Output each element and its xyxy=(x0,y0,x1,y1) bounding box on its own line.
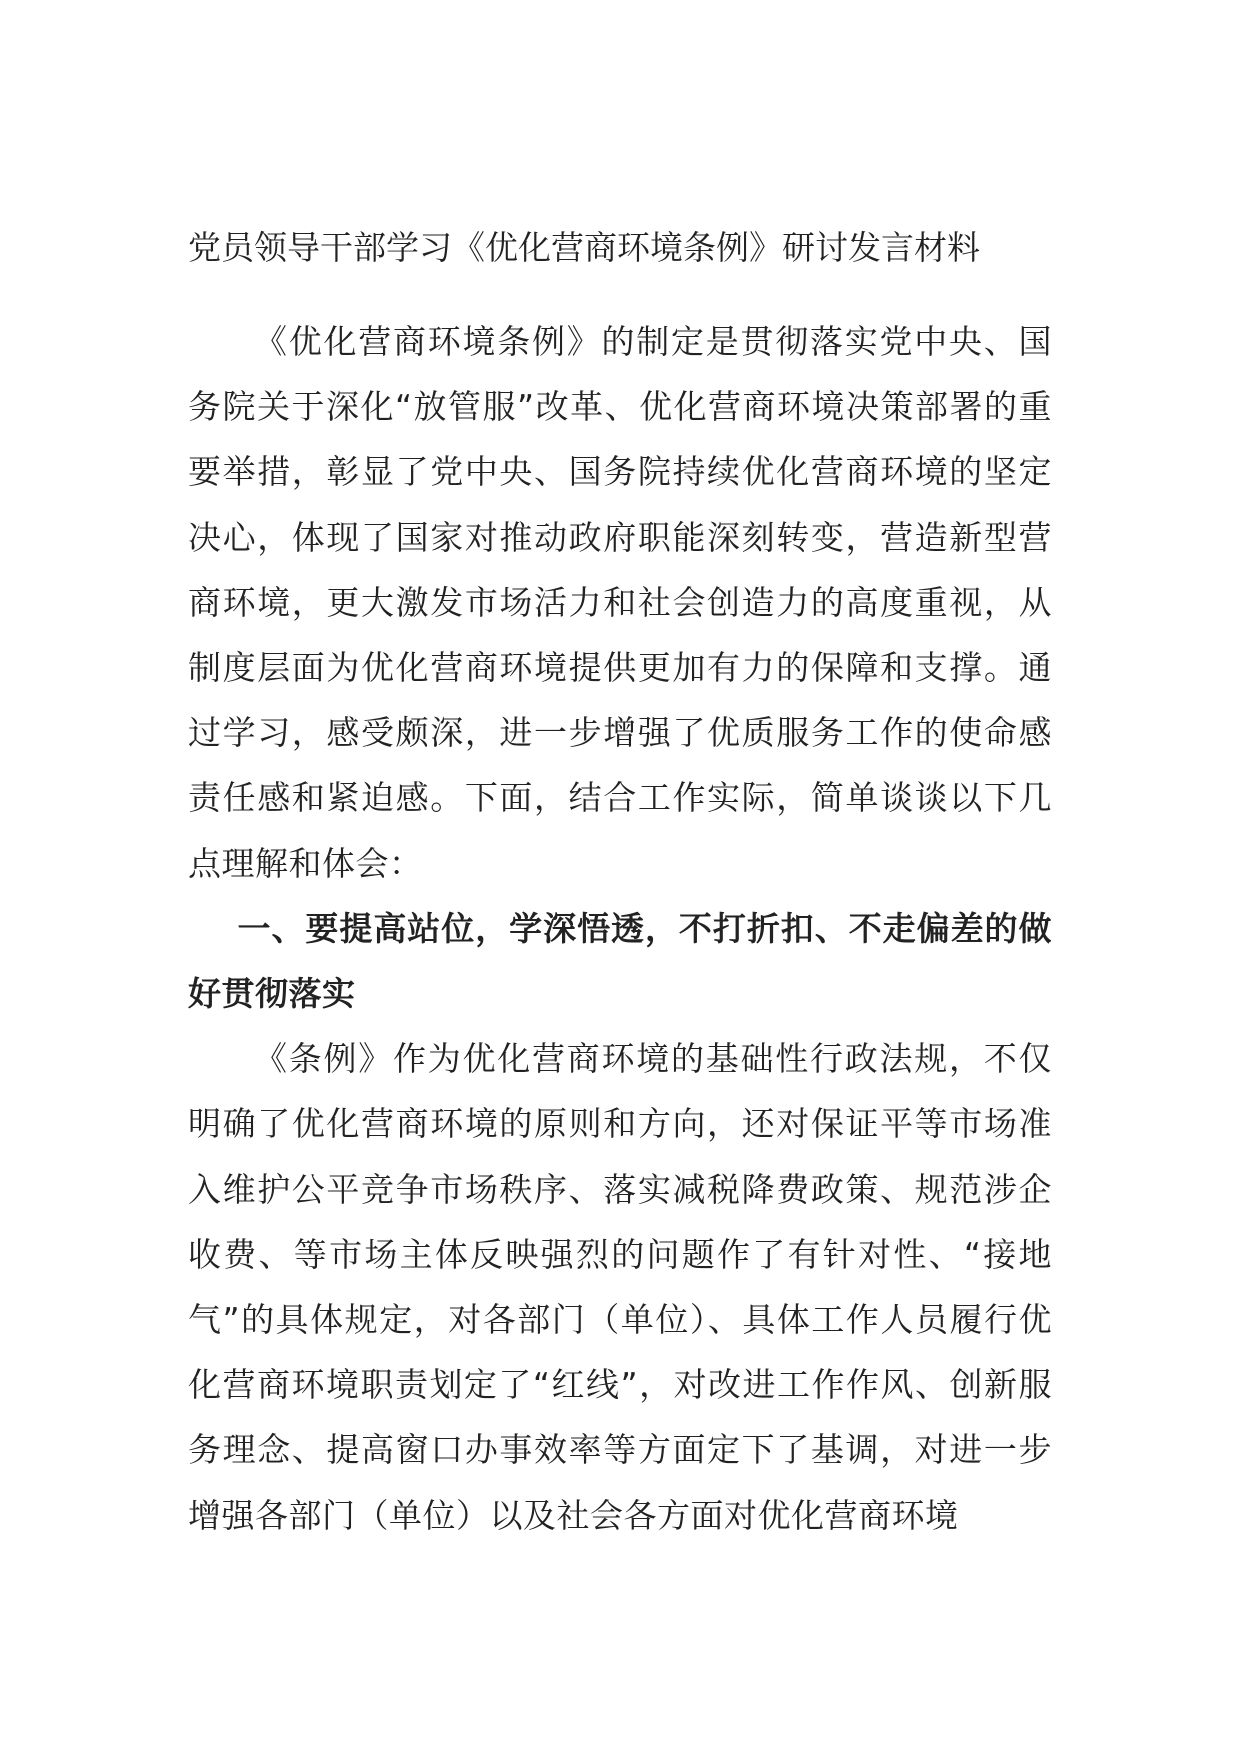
section-1-paragraph: 《条例》作为优化营商环境的基础性行政法规，不仅明确了优化营商环境的原则和方向，还对保证平等市场准入维护公平竞争市场秩序、落实减税降费政策、规范涉企收费、等市场主体反映强烈的问题作了有针对性、“接地气”的具体规定，对各部门（单位）、具体工作人员履行优化营商环境职责划定了“红线”，对改进工作作风、创新服务理念、提高窗口办事效率等方面定下了基调，对进一步增强各部门（单位）以及社会各方面对优化营商环境 xyxy=(188,1039,1052,1535)
section-heading-1: 一、要提高站位，学深悟透，不打折扣、不走偏差的做好贯彻落实 xyxy=(188,908,1052,1014)
document-title: 党员领导干部学习《优化营商环境条例》研讨发言材料 xyxy=(188,228,980,267)
document-body xyxy=(188,215,1052,1548)
intro-paragraph: 《优化营商环境条例》的制定是贯彻落实党中央、国务院关于深化“放管服”改革、优化营商环境决策部署的重要举措，彰显了党中央、国务院持续优化营商环境的坚定决心，体现了国家对推动政府职能深刻转变，营造新型营商环境，更大激发市场活力和社会创造力的高度重视，从制度层面为优化营商环境提供更加有力的保障和支撑。通过学习，感受颇深，进一步增强了优质服务工作的使命感责任感和紧迫感。下面，结合工作实际，简单谈谈以下几点理解和体会： xyxy=(188,322,1052,883)
